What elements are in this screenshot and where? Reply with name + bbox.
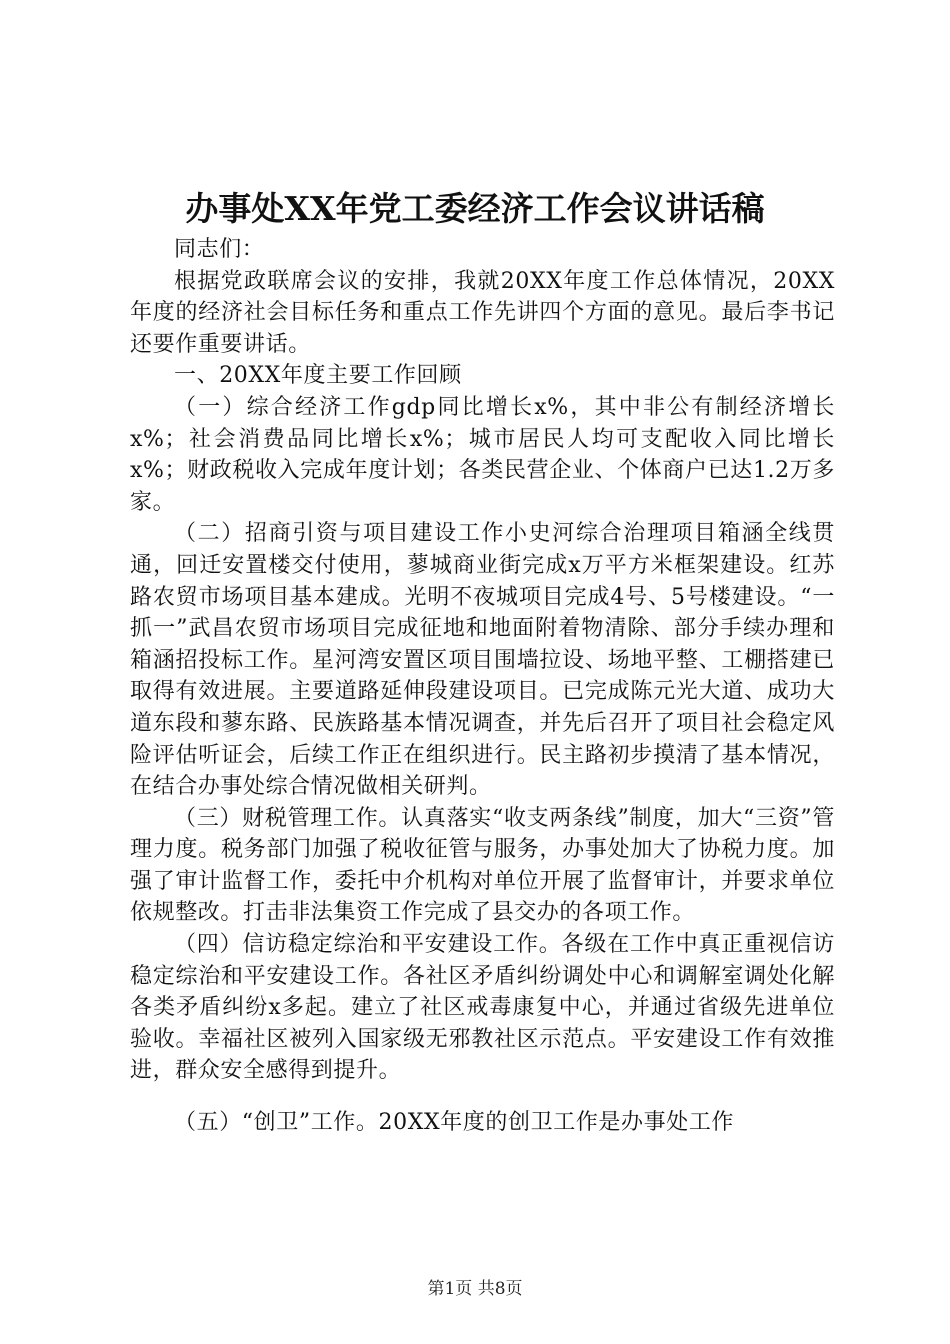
page-number-footer: 第1页 共8页 [427,1279,523,1299]
intro-paragraph: 根据党政联席会议的安排，我就20XX年度工作总体情况，20XX年度的经济社会目标任务和重点工作先讲四个方面的意见。最后李书记还要作重要讲话。 [130,268,835,357]
item-2-paragraph: （二）招商引资与项目建设工作小史河综合治理项目箱涵全线贯通，回迁安置楼交付使用，蓼城商业街完成x万平方米框架建设。红苏路农贸市场项目基本建成。光明不夜城项目完成4号、5号楼建设。“一抓一”武昌农贸市场项目完成征地和地面附着物清除、部分手续办理和箱涵招投标工作。星河湾安置区项目围墙拉设、场地平整、工棚搭建已取得有效进展。主要道路延伸段建设项目。已完成陈元光大道、成功大道东段和蓼东路、民族路基本情况调查，并先后召开了项目社会稳定风险评估听证会，后续工作正在组织进行。民主路初步摸清了基本情况，在结合办事处综合情况做相关研判。 [130,521,835,800]
item-4-paragraph: （四）信访稳定综治和平安建设工作。各级在工作中真正重视信访稳定综治和平安建设工作。各社区矛盾纠纷调处中心和调解室调处化解各类矛盾纠纷x多起。建立了社区戒毒康复中心，并通过省级先进单位验收。幸福社区被列入国家级无邪教社区示范点。平安建设工作有效推进，群众安全感得到提升。 [130,932,835,1084]
item-1-paragraph: （一）综合经济工作gdp同比增长x%，其中非公有制经济增长x%；社会消费品同比增长x%；城市居民人均可支配收入同比增长x%；财政税收入完成年度计划；各类民营企业、个体商户已达1.2万多家。 [130,394,835,515]
document-body [130,234,835,1139]
greeting-paragraph: 同志们： [174,237,265,262]
section-heading: 一、20XX年度主要工作回顾 [174,363,462,389]
item-3-paragraph: （三）财税管理工作。认真落实“收支两条线”制度，加大“三资”管理力度。税务部门加强了税收征管与服务，办事处加大了协税力度。加强了审计监督工作，委托中介机构对单位开展了监督审计，并要求单位依规整改。打击非法集资工作完成了县交办的各项工作。 [130,805,835,926]
document-title: 办事处XX年党工委经济工作会议讲话稿 [185,189,765,228]
item-5-paragraph: （五）“创卫”工作。20XX年度的创卫工作是办事处工作 [174,1110,735,1136]
